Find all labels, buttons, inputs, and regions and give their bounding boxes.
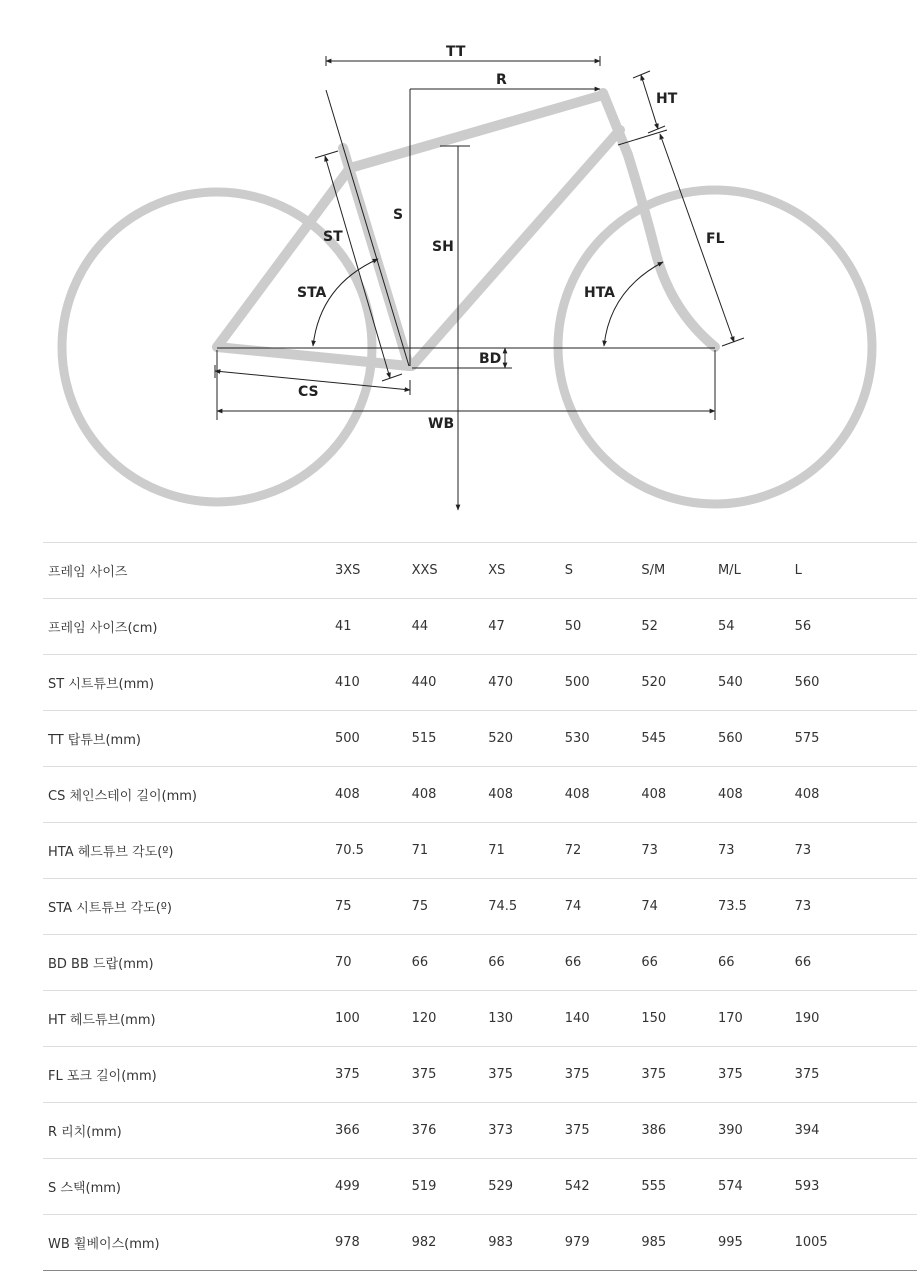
- row-value: 50: [564, 619, 582, 634]
- row-value: 540: [717, 675, 743, 690]
- row-label: TT 탑튜브(mm): [48, 733, 141, 748]
- row-value: 408: [411, 787, 437, 802]
- bike-geometry-diagram: [0, 0, 920, 525]
- row-value: 375: [411, 1067, 437, 1082]
- table-row: [43, 990, 917, 1046]
- label-st: ST: [323, 229, 343, 245]
- row-value: 140: [564, 1011, 590, 1026]
- row-value: 47: [488, 619, 505, 634]
- row-label: STA 시트튜브 각도(º): [48, 901, 172, 916]
- row-value: 408: [794, 787, 820, 802]
- top-tube: [350, 95, 603, 168]
- row-value: 366: [335, 1123, 360, 1138]
- label-bd: BD: [479, 351, 502, 367]
- row-value: 73: [794, 843, 812, 858]
- table-row: [43, 878, 917, 934]
- header-size: M/L: [717, 563, 741, 578]
- row-value: 386: [641, 1123, 667, 1138]
- table-row: [43, 598, 917, 654]
- row-value: 520: [488, 731, 514, 746]
- row-value: 130: [488, 1011, 514, 1026]
- label-tt: TT: [446, 44, 466, 60]
- row-value: 375: [335, 1067, 360, 1082]
- row-value: 408: [488, 787, 514, 802]
- header-size: XS: [488, 563, 506, 578]
- row-value: 520: [641, 675, 667, 690]
- row-value: 375: [794, 1067, 820, 1082]
- row-value: 100: [335, 1011, 360, 1026]
- row-value: 500: [335, 731, 360, 746]
- row-value: 373: [488, 1123, 514, 1138]
- chain-stay: [217, 347, 409, 366]
- row-value: 375: [717, 1067, 743, 1082]
- row-value: 56: [794, 619, 812, 634]
- row-value: 74: [564, 899, 582, 914]
- hta-angle-arc: [604, 262, 663, 346]
- row-value: 995: [717, 1235, 743, 1250]
- row-value: 519: [411, 1179, 437, 1194]
- row-value: 375: [564, 1123, 590, 1138]
- row-label: BD BB 드랍(mm): [48, 957, 154, 972]
- label-cs: CS: [298, 384, 319, 400]
- label-ht: HT: [656, 91, 678, 107]
- header-size: S/M: [641, 563, 666, 578]
- row-label: FL 포크 길이(mm): [48, 1069, 157, 1084]
- label-s: S: [393, 207, 404, 223]
- geometry-table: [43, 542, 917, 1271]
- row-label: WB 휠베이스(mm): [48, 1237, 160, 1252]
- row-value: 70: [335, 955, 352, 970]
- row-value: 120: [411, 1011, 437, 1026]
- row-label: R 리치(mm): [48, 1125, 122, 1140]
- row-value: 70.5: [335, 843, 364, 858]
- row-value: 150: [641, 1011, 667, 1026]
- row-value: 66: [488, 955, 505, 970]
- row-value: 52: [641, 619, 658, 634]
- row-value: 979: [564, 1235, 590, 1250]
- row-value: 470: [488, 675, 514, 690]
- row-value: 74: [641, 899, 658, 914]
- table-row: [43, 934, 917, 990]
- row-label: ST 시트튜브(mm): [48, 677, 155, 692]
- row-value: 375: [564, 1067, 590, 1082]
- table-header-row: [43, 542, 917, 598]
- table-row: [43, 1158, 917, 1214]
- row-value: 530: [564, 731, 590, 746]
- row-value: 408: [564, 787, 590, 802]
- label-r: R: [496, 72, 507, 88]
- row-value: 394: [794, 1123, 820, 1138]
- row-label: CS 체인스테이 길이(mm): [48, 789, 197, 804]
- row-value: 593: [794, 1179, 820, 1194]
- header-size: XXS: [411, 563, 438, 578]
- table-row: [43, 1102, 917, 1158]
- row-value: 390: [717, 1123, 743, 1138]
- row-label: S 스택(mm): [48, 1181, 121, 1196]
- row-value: 408: [717, 787, 743, 802]
- label-fl: FL: [706, 231, 725, 247]
- row-value: 542: [564, 1179, 590, 1194]
- row-value: 44: [411, 619, 429, 634]
- row-value: 54: [717, 619, 735, 634]
- row-value: 375: [641, 1067, 667, 1082]
- row-value: 66: [411, 955, 429, 970]
- row-value: 73: [717, 843, 735, 858]
- row-value: 190: [794, 1011, 820, 1026]
- row-label: HT 헤드튜브(mm): [48, 1013, 156, 1028]
- row-value: 75: [335, 899, 352, 914]
- row-value: 982: [411, 1235, 437, 1250]
- row-value: 529: [488, 1179, 514, 1194]
- row-value: 983: [488, 1235, 514, 1250]
- row-value: 66: [641, 955, 658, 970]
- row-value: 985: [641, 1235, 667, 1250]
- row-value: 500: [564, 675, 590, 690]
- row-value: 71: [411, 843, 429, 858]
- row-value: 75: [411, 899, 429, 914]
- row-value: 72: [564, 843, 582, 858]
- row-value: 574: [717, 1179, 743, 1194]
- row-value: 170: [717, 1011, 743, 1026]
- row-value: 440: [411, 675, 437, 690]
- row-value: 560: [794, 675, 820, 690]
- row-label: 프레임 사이즈(cm): [48, 621, 158, 636]
- row-label: HTA 헤드튜브 각도(º): [48, 845, 174, 860]
- row-value: 515: [411, 731, 437, 746]
- table-row: [43, 1214, 917, 1271]
- row-value: 560: [717, 731, 743, 746]
- row-value: 375: [488, 1067, 514, 1082]
- table-row: [43, 654, 917, 710]
- header-size: S: [564, 563, 574, 578]
- row-value: 73: [641, 843, 658, 858]
- table-row: [43, 710, 917, 766]
- row-value: 408: [641, 787, 667, 802]
- row-value: 410: [335, 675, 360, 690]
- row-value: 978: [335, 1235, 360, 1250]
- header-size: L: [794, 563, 802, 578]
- row-value: 66: [717, 955, 735, 970]
- bike-frame: [217, 93, 715, 366]
- row-value: 41: [335, 619, 352, 634]
- row-value: 71: [488, 843, 505, 858]
- row-value: 499: [335, 1179, 360, 1194]
- row-value: 66: [794, 955, 812, 970]
- header-label: 프레임 사이즈: [48, 565, 128, 580]
- row-value: 555: [641, 1179, 667, 1194]
- row-value: 74.5: [488, 899, 518, 914]
- row-value: 575: [794, 731, 820, 746]
- table-row: [43, 822, 917, 878]
- row-value: 66: [564, 955, 582, 970]
- row-value: 376: [411, 1123, 437, 1138]
- label-wb: WB: [428, 416, 455, 432]
- row-value: 1005: [794, 1235, 828, 1250]
- row-value: 545: [641, 731, 667, 746]
- table-row: [43, 1046, 917, 1102]
- row-value: 73.5: [717, 899, 747, 914]
- label-hta: HTA: [584, 285, 616, 301]
- row-value: 73: [794, 899, 812, 914]
- label-sh: SH: [432, 239, 454, 255]
- header-size: 3XS: [335, 563, 361, 578]
- row-value: 408: [335, 787, 360, 802]
- label-sta: STA: [297, 285, 327, 301]
- table-row: [43, 766, 917, 822]
